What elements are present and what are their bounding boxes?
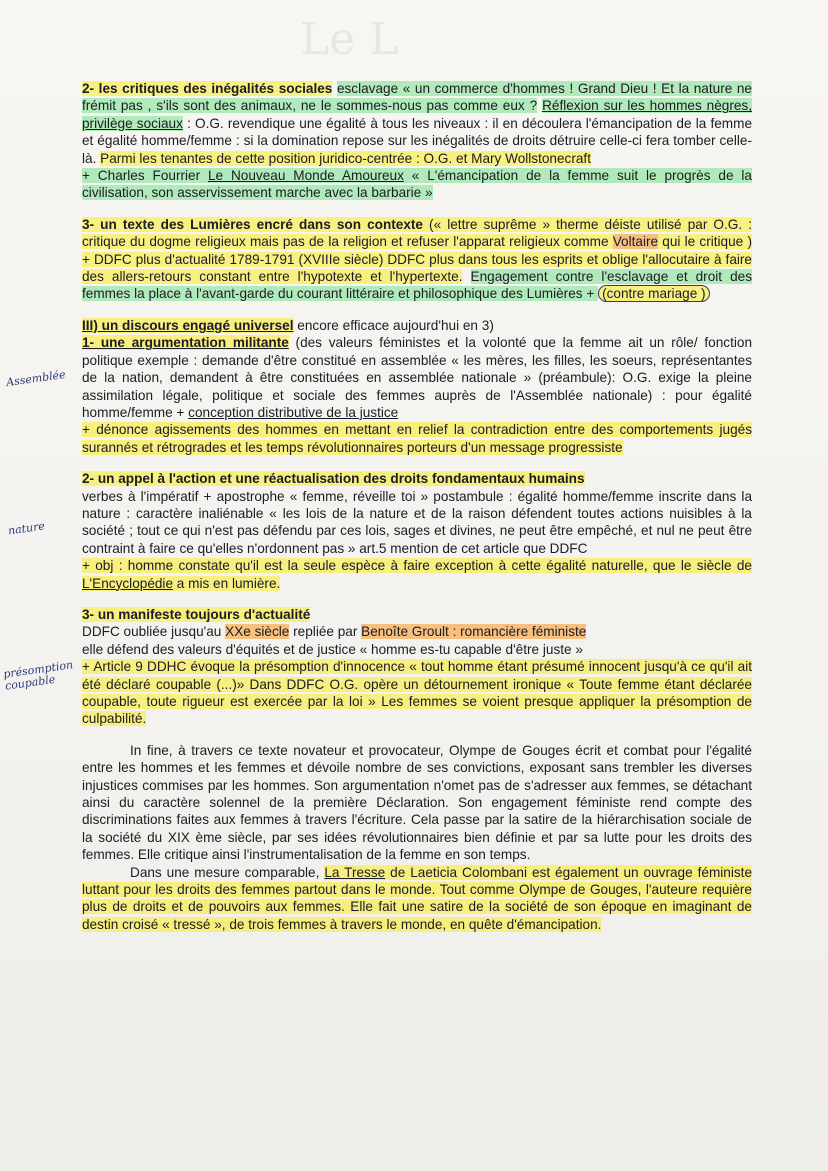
highlight: Réflexion sur les hommes nègres, privilège sociaux	[82, 98, 752, 131]
circled-note: (contre mariage )	[598, 285, 710, 302]
text: (« lettre suprême » therme déiste utilisé par O.G. : critique du dogme religieux mais pas de la religion et refuser l'apparat religieux comme	[82, 216, 752, 250]
part-title: III) un discours engagé universel	[82, 317, 294, 333]
margin-note-assemblee: Assemblée	[5, 367, 67, 390]
section-title: 1- une argumentation militante	[82, 335, 289, 351]
ouverture-paragraph	[82, 864, 752, 934]
section-title: 2- les critiques des inégalités sociales	[82, 81, 333, 96]
text: de Laeticia Colombani est également un ouvrage féministe luttant pour les droits des femmes partout dans le monde. Tout comme Olympe de Gouges, l'auteure requière plus de droits et de pouvoirs aux femmes. Elle fait une satire de la société de son époque en imaginant de destin croisé « tressé », de trois femmes à travers le monde, en quête d'émancipation.	[82, 864, 753, 932]
book-title: La Tresse	[324, 864, 386, 880]
section-appel	[82, 470, 752, 592]
quote: esclavage « un commerce d'hommes ! Grand Dieu ! Et la nature ne frémit pas , s'ils sont des animaux, ne le sommes-nous pas comme eux ?	[82, 81, 752, 114]
text: In fine, à travers ce texte novateur et provocateur, Olympe de Gouges écrit et combat pour l'égalité entre les hommes et les femmes et dévoile nombre de ses convictions, exposant sans trembler les diverses injustices commises par les hommes. Son argumentation n'omet pas de s'adresser aux femmes, se détachant ainsi du caractère solennel de la première Déclaration. Son engagement féministe rend compte des discriminations faites aux femmes à travers l'écriture. Cela passe par la satire de la hiérarchisation sociale de la société du XIX ème siècle, par ses idées révolutionnaires bien définie et par sa lutte pour les droits des femmes. Elle critique ainsi l'instrumentalisation de la femme en son temps.	[82, 742, 752, 863]
section-manifeste	[82, 606, 752, 728]
name-highlight: Benoîte Groult : romancière féministe	[361, 624, 587, 640]
conclusion-paragraph	[82, 742, 752, 864]
notes-body	[82, 80, 752, 933]
text: + obj : homme constate qu'il est la seule espèce à faire exception à cette égalité naturelle, que le siècle de	[82, 558, 752, 574]
underlined-text: conception distributive de la justice	[188, 404, 399, 420]
section-argumentation	[82, 334, 752, 456]
text: : O.G. revendique une égalité à tous les niveaux : il en découlera l'émancipation de la femme et égalité homme/femme : si la domination repose sur les inégalités de droits détruire celle-ci fera tomber celle-là.	[82, 115, 753, 166]
text: qui le critique ) + DDFC plus d'actualité 1789-1791 (XVIIIe siècle) DDFC plus dans tous les esprits et oblige l'allocutaire à faire des allers-retours constant entre l'hypotexte et l'hypertexte.	[82, 234, 752, 285]
part-three-heading	[82, 317, 752, 334]
margin-note-nature: nature	[7, 519, 46, 538]
text: Engagement contre l'esclavage et droit des femmes la place à l'avant-garde du courant littéraire et philosophique des Lumières +	[82, 269, 752, 302]
section-inegalites	[82, 80, 752, 202]
section-title: 2- un appel à l'action et une réactualisation des droits fondamentaux humains	[82, 471, 585, 487]
text: repliée par	[289, 624, 362, 640]
text: encore efficace aujourd'hui en 3)	[293, 317, 494, 333]
book-title: Le Nouveau Monde Amoureux	[207, 168, 404, 184]
margin-note-presomption: présomption coupable	[2, 658, 74, 693]
highlight: XXe siècle	[225, 624, 290, 640]
text: verbes à l'impératif + apostrophe « femme, réveille toi » postambule : égalité homme/femme inscrite dans la nature : caractère inaliénable « les lois de la nature et de la raison défendent toutes actions nuisibles à la société ; tout ce qui n'est pas défendu par ces lois, sages et divines, ne peut être empêché, et nul ne peut être contraint à faire ce qu'elles n'ordonnent pas » art.5 mention de cet article que DDFC	[82, 488, 752, 556]
text: (des valeurs féministes et la volonté que la femme ait un rôle/ fonction politique exemple : demande d'être constitué en assemblée « les mères, les filles, les soeurs, représentantes de la nation, demandent à être constituées en assemblée nationale » (préambule): O.G. exige la pleine assimilation légale, politique et sociale des femmes auprès de l'Assemblée nationale) : pour égalité homme/femme +	[82, 335, 752, 420]
text: elle défend des valeurs d'équités et de justice « homme es-tu capable d'être juste »	[82, 641, 583, 657]
section-lumieres	[82, 216, 752, 303]
name-highlight: Voltaire	[612, 234, 659, 250]
text: + Article 9 DDHC évoque la présomption d'innocence « tout homme étant présumé innocent jusqu'à ce qu'il ait été déclaré coupable (...)» Dans DDFC O.G. opère un détournement ironique « Toute femme étant déclarée coupable, toute rigueur est exercée par la loi » Les femmes se voient presque appliquer la présomption de culpabilité.	[82, 659, 752, 727]
text: Parmi les tenantes de cette position juridico-centrée : O.G. et Mary Wollstonecraft	[100, 150, 591, 166]
section-title: 3- un manifeste toujours d'actualité	[82, 606, 311, 622]
text: DDFC oubliée jusqu'au	[82, 624, 226, 640]
text: + dénonce agissements des hommes en mettant en relief la contradiction entre des comportements jugés surannés et rétrogrades et les temps révolutionnaires porteurs d'un message progressiste	[82, 422, 752, 455]
text: + Charles Fourrier	[82, 168, 208, 184]
quote: « L'émancipation de la femme suit le progrès de la civilisation, son asservissement marche avec la barbarie »	[82, 168, 752, 201]
book-title: L'Encyclopédie	[82, 575, 174, 591]
section-title: 3- un texte des Lumières encré dans son contexte	[82, 216, 423, 232]
text: Dans une mesure comparable,	[130, 864, 325, 880]
text: a mis en lumière.	[173, 575, 281, 591]
bleed-through-title: Le L	[300, 14, 399, 65]
